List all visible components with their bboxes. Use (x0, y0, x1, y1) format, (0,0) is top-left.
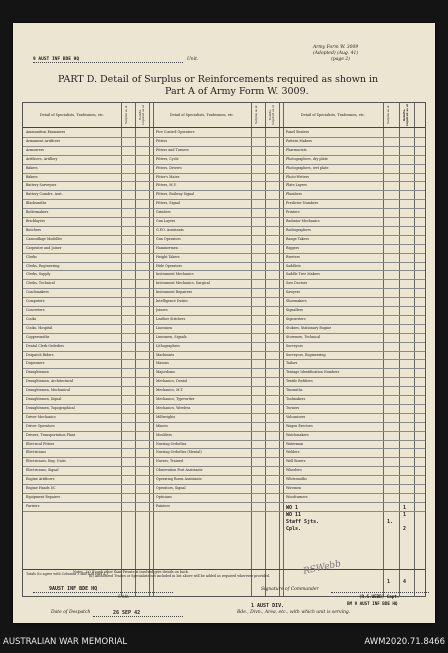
note-b: (b) Authorized Trades or Specialists not included in list above will be added as required wherever provided. (89, 574, 270, 578)
table-cell: Millwrights (156, 414, 176, 419)
table-cell: Turners (286, 405, 300, 410)
table-cell: Battery Surveyors (26, 183, 57, 188)
table-cell: Clerks, Engineering (26, 263, 60, 268)
table-cell: Operating Room Assistants (156, 477, 202, 482)
table-cell: Printers (286, 210, 300, 215)
table-cell: Predictor Numbers (286, 201, 319, 206)
table-cell: Electricians (26, 450, 46, 455)
table-cell: Toolmakers (286, 397, 306, 401)
table-cell: Concreters (26, 308, 45, 312)
table-cell: Fitters, Railway Signal (156, 192, 195, 197)
table-cell: Electricians, Eng. Units (26, 459, 66, 464)
table-cell: Tinsmiths (286, 388, 303, 393)
table-cell: Battery Comdrs. Asst. (26, 192, 63, 197)
table-cell: Computers (26, 299, 45, 304)
table-cell: Butchers (26, 227, 42, 232)
header-reinf-1: Reinfts. required as at (138, 105, 145, 125)
table-cell: Photo-Writers (286, 174, 309, 179)
despatch-line (93, 616, 183, 617)
table-cell: Moulders (156, 432, 172, 437)
table-cell: Nursing Orderlies (Mental) (156, 450, 202, 455)
form-adopted: (Adopted) (Aug. 41) (313, 51, 359, 56)
note-a: Notes—(a) If rank other than Private is involved give details on back. (73, 570, 189, 574)
table-cell: Signallers (286, 308, 303, 312)
table-cell: Shoemakers (286, 299, 307, 304)
table-cell: Draughtsmen, Mechanical (26, 388, 71, 393)
footer-unit-label: Unit. (118, 595, 130, 600)
table-cell: Miners (156, 423, 168, 428)
header-specialists-1: Detail of Specialists, Tradesmen, etc. (39, 113, 105, 117)
table-cell: Armourers (26, 147, 44, 152)
table-cell: Instrument Mechanics (156, 272, 194, 277)
header-reinf-2: Reinfts. required as at (268, 105, 275, 125)
division-stamp: 1 AUST DIV. (251, 603, 285, 609)
table-cell: Majordomo (156, 370, 176, 375)
table-cell: Equipment Repairer (26, 494, 61, 499)
written-label: WO 1 (286, 505, 299, 511)
table-cell: Drivers, Transportation Plant (26, 432, 76, 437)
table-cell: Draughtsmen (26, 370, 49, 375)
table-cell: Carpenter and Joiner (26, 245, 62, 250)
table-cell: Draughtsmen, Architectural (26, 379, 74, 384)
unit-underline (33, 62, 183, 63)
table-cell: Sawyers (286, 290, 301, 295)
table-cell: Range Takers (286, 236, 309, 241)
table-cell: Signwriters (286, 316, 306, 321)
table-cell: Waterman (286, 441, 304, 446)
table-cell: Surveyors, Engineering (286, 352, 326, 357)
table-cell: Woodturners (286, 494, 308, 499)
table-cell: Intelligence Duties (156, 299, 188, 304)
table-cell: Storemen, Technical (286, 334, 321, 339)
table-cell: Bakers (26, 165, 38, 170)
table-cell: Joiners (156, 308, 168, 312)
table-cell: Opticians (156, 494, 172, 499)
table-cell: Textile Refitters (286, 379, 313, 384)
header-rule (23, 127, 425, 128)
header-surplus-3: Surplus as at (386, 105, 390, 125)
table-cell: Well Borers (286, 459, 306, 464)
header-surplus-1: Surplus as at (124, 105, 128, 125)
form-title-line2: Part A of Army Form W. 3009. (165, 86, 309, 97)
table-cell: Hammermen (156, 245, 178, 250)
table-cell: Despatch Riders (26, 352, 54, 357)
table-cell: Wagon Erectors (286, 423, 313, 428)
form-title-line1: PART D. Detail of Surplus or Reinforcements required as shown in (58, 74, 379, 85)
table-cell: Electrical Fitters (26, 441, 55, 446)
table-cell: Lithographers (156, 343, 180, 348)
table-cell: Watchmakers (286, 432, 309, 437)
totals-label: Totals (to agree with Columns 3 and 4 of Part A.) (26, 572, 108, 576)
bde-label: Bde., Divn., Area, etc., with which unit is serving. (237, 610, 351, 615)
table-cell: Mechanics, Wireless (156, 405, 191, 410)
table-cell: Pattern Makers (286, 138, 312, 143)
written-label: WO 11 (286, 512, 302, 518)
table-cell: Mechanics, Typewriter (156, 397, 195, 401)
column-divider (283, 103, 284, 596)
table-cell: Operators, Signal (156, 486, 186, 490)
caption-left: AUSTRALIAN WAR MEMORIAL (3, 637, 128, 647)
written-reinf: 1 (403, 512, 407, 518)
table-cell: Instrument Repairers (156, 290, 193, 295)
unit-label: Unit. (187, 57, 199, 62)
caption-right: AWM2020.71.8466 (364, 637, 445, 647)
column-divider (383, 103, 384, 596)
table-cell: Plumbers (286, 192, 302, 197)
column-divider (121, 103, 122, 596)
table-cell: Instrument Mechanics, Surgical (156, 281, 210, 286)
table-cell: Gun Layers (156, 219, 176, 223)
table-cell: Artificers, Artillery (26, 156, 58, 161)
table-cell: Fitters, M.V. (156, 183, 177, 188)
table-cell: Fitters and Turners (156, 147, 189, 152)
table-cell: Panel Beaters (286, 130, 310, 134)
column-divider (279, 103, 280, 596)
table-cell: Tailors (286, 361, 298, 366)
form-number: Army Form W. 3009 (313, 45, 359, 50)
table-cell (286, 503, 382, 510)
column-divider (414, 103, 415, 596)
table-cell: Camouflage Modeller (26, 236, 63, 241)
table-cell: Coppersmiths (26, 334, 50, 339)
row-rule (23, 511, 425, 512)
table-cell: Painters (156, 503, 170, 508)
table-cell: Draughtsmen, Signal (26, 397, 62, 401)
written-label: Staff Sjts. (286, 519, 320, 525)
table-cell: Mechanics, Dental (156, 379, 188, 384)
table-cell: Gun Operators (156, 236, 181, 241)
footer-unit-stamp: 9AUST INF BDE HQ (49, 586, 98, 592)
table-cell: Nurses, Trained (156, 459, 183, 464)
table-cell: Clerks, Supply (26, 272, 51, 277)
table-cell: Mechanics, M.T. (156, 388, 184, 393)
table-cell: G.P.O. Assistants (156, 227, 184, 232)
table-cell: Radiographers (286, 227, 311, 232)
header-surplus-2: Surplus as at (254, 105, 258, 125)
header-reinf-3: Reinfts. required as at (402, 104, 409, 126)
table-cell: Fitters, Cycle (156, 156, 179, 161)
signature-unit: BM 9 AUST INF BDE HQ (347, 601, 398, 606)
table-cell: Bricklayers (26, 219, 45, 223)
table-cell: Grinders (156, 210, 171, 215)
table-cell: Masons (156, 361, 169, 366)
written-reinf: 1. (387, 519, 394, 525)
table-cell: Armament Artificers (26, 138, 61, 143)
table-cell: Draughtsmen, Topographical (26, 405, 75, 410)
total-surplus: 1 (387, 579, 391, 585)
written-reinf: 2 (403, 526, 407, 532)
table-cell: Plate Layers (286, 183, 307, 188)
table-cell: Pharmacists (286, 147, 307, 152)
table-cell: Bakers (26, 174, 38, 179)
signature-line (331, 592, 429, 593)
table-cell: Fitters, Signal (156, 201, 180, 206)
table-cell: Nursing Orderlies (156, 441, 187, 446)
table-cell: Dispensers (26, 361, 45, 366)
table-cell: Radiator Mechanics (286, 219, 320, 223)
table-cell: Clerks, Technical (26, 281, 55, 286)
unit-value: 9 AUST INF BDE HQ (33, 57, 80, 62)
table-cell: Saw Doctors (286, 281, 308, 286)
specialists-table (22, 102, 426, 597)
table-cell: Riveters (286, 254, 300, 259)
table-cell: Linesmen, Signals (156, 334, 187, 339)
table-cell: Height Takers (156, 254, 180, 259)
table-cell: Coachmakers (26, 290, 49, 295)
table-cell: Leather Stitchers (156, 316, 186, 321)
table-cell: Engine Hands I/C (26, 486, 56, 490)
table-cell: Cooks (26, 316, 37, 321)
table-cell: Stokers, Stationary Engine (286, 325, 332, 330)
table-cell: Farriers (26, 503, 40, 508)
table-cell: Engine Artificers (26, 477, 55, 482)
written-reinf: 1 (403, 505, 407, 511)
table-cell: Fitters, Drivers (156, 165, 182, 170)
table-cell: Driver Operators (26, 423, 55, 428)
table-cell: Hide Operators (156, 263, 182, 268)
header-specialists-3: Detail of Specialists, Tradesmen, etc. (300, 113, 366, 117)
table-cell: Saddlers (286, 263, 301, 268)
column-divider (265, 103, 266, 596)
table-cell: Dental Clerk Orderlies (26, 343, 64, 348)
table-cell: Clerks (26, 254, 37, 259)
table-cell: Wiremen (286, 486, 302, 490)
despatch-date: 26 SEP 42 (113, 610, 141, 616)
table-cell: Welders (286, 450, 300, 455)
column-divider (251, 103, 252, 596)
total-reinf: 4 (403, 579, 407, 585)
signature-name: (R.S.WEBB) Capt. (359, 594, 400, 599)
table-cell: Photographers, wet plate (286, 165, 329, 170)
table-cell: Vulcanisers (286, 414, 306, 419)
table-cell: Blacksmiths (26, 201, 47, 206)
header-specialists-2: Detail of Specialists, Tradesmen, etc. (169, 113, 235, 117)
table-cell: Machinists (156, 352, 175, 357)
despatch-label: Date of Despatch (51, 610, 91, 615)
table-cell: Surveyors (286, 343, 303, 348)
table-cell: Boilermakers (26, 210, 49, 215)
signature-scrawl: RSWebb (302, 559, 342, 577)
table-cell: Fitters (156, 138, 168, 143)
table-cell: Whitesmiths (286, 477, 307, 482)
column-divider (149, 103, 150, 596)
form-page: (page 2) (331, 57, 350, 62)
signature-label: Signature of Commander (261, 587, 319, 592)
table-cell: Fire Control Operators (156, 130, 195, 134)
column-divider (399, 103, 400, 596)
table-cell: Driver Mechanics (26, 414, 56, 419)
table-cell: Electricians, Signal (26, 468, 59, 473)
column-divider (153, 103, 154, 596)
column-divider (135, 103, 136, 596)
table-cell: Riggers (286, 245, 299, 250)
table-cell: Linesmen (156, 325, 173, 330)
table-cell: Saddle Tree Makers (286, 272, 320, 277)
footer-unit-line (33, 592, 173, 593)
table-cell: Observation Post Assistants (156, 468, 203, 473)
written-label: Cpls. (286, 526, 302, 532)
table-cell: Photographers, dry plate (286, 156, 328, 161)
table-cell: Fitter's Mates (156, 174, 180, 179)
table-cell: Tentage Identification Numbers (286, 370, 340, 375)
table-cell: Cooks, Hospital (26, 325, 53, 330)
table-cell: Ammunition Examiners (26, 130, 66, 134)
table-cell: Wheelers (286, 468, 302, 473)
form-sheet (13, 23, 435, 623)
